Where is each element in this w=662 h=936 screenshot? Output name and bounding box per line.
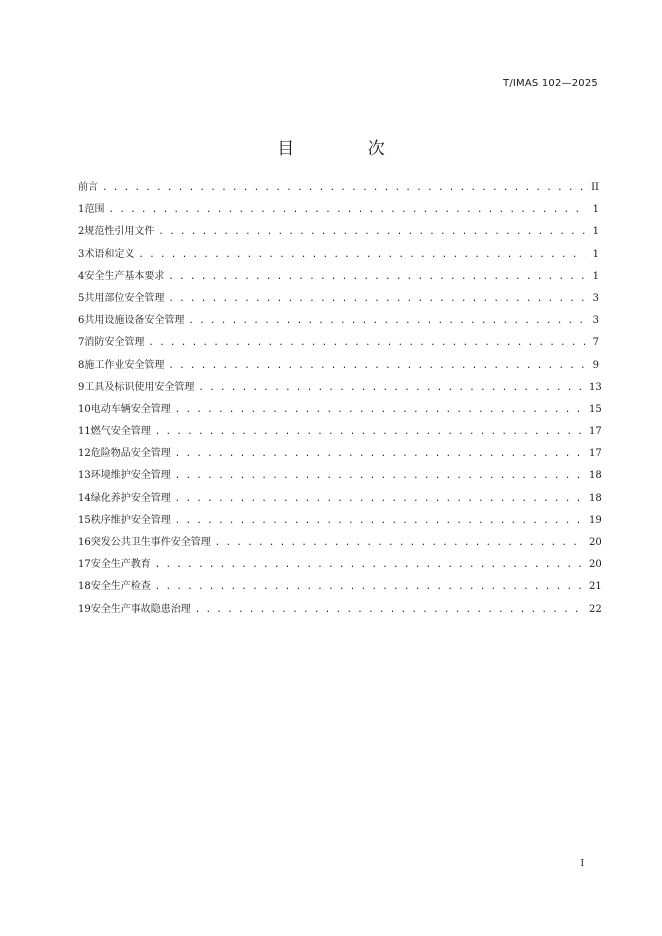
toc-dot-leader (175, 491, 585, 507)
toc-entry-page: 20 (589, 537, 602, 548)
toc-entry-page: 19 (589, 514, 602, 526)
toc-dot-leader (148, 335, 585, 351)
toc-entry[interactable] (78, 468, 602, 490)
toc-dot-leader (158, 224, 585, 240)
toc-entry-number: 12 (78, 448, 91, 460)
toc-entry-number: 19 (78, 603, 91, 615)
toc-dot-leader (155, 557, 585, 573)
toc-entry-number: 17 (78, 559, 91, 571)
toc-entry[interactable] (78, 402, 602, 424)
toc-entry[interactable] (78, 579, 602, 601)
toc-entry-number: 3 (78, 248, 85, 260)
toc-entry-number: 5 (78, 292, 85, 304)
toc-entry-label: 术语和定义 (84, 248, 135, 260)
toc-entry-page: 1 (592, 270, 599, 282)
toc-entry[interactable] (78, 291, 599, 313)
toc-entry[interactable] (78, 380, 602, 402)
toc-entry-page: II (591, 182, 599, 193)
toc-entry[interactable] (78, 557, 602, 579)
toc-entry-label: 共用设施设备安全管理 (84, 315, 185, 327)
toc-entry-page: 18 (589, 470, 602, 482)
toc-dot-leader (168, 291, 585, 307)
toc-entry-number: 14 (78, 492, 91, 504)
toc-entry-page: 22 (589, 603, 602, 615)
toc-entry-label: 电动车辆安全管理 (90, 403, 171, 415)
toc-entry-page: 13 (589, 381, 602, 393)
toc-dot-leader (168, 358, 585, 374)
toc-entry-page: 9 (592, 359, 599, 371)
toc-entry-label: 安全生产教育 (90, 559, 151, 571)
toc-dot-leader (155, 424, 585, 440)
toc-entry-number: 2 (78, 226, 85, 238)
toc-entry-number: 1 (78, 204, 85, 216)
toc-entry-number: 16 (78, 537, 91, 548)
toc-entry[interactable] (78, 202, 599, 224)
toc-entry-label: 秩序维护安全管理 (90, 514, 171, 526)
toc-entry-page: 15 (589, 403, 602, 415)
toc-entry[interactable] (78, 424, 602, 446)
document-code: T/IMAS 102—2025 (503, 78, 598, 89)
toc-entry-number: 15 (78, 514, 91, 526)
toc-dot-leader (198, 380, 585, 396)
toc-entry[interactable] (78, 446, 602, 468)
toc-dot-leader (102, 180, 585, 196)
page-number: I (580, 859, 584, 869)
toc-dot-leader (195, 602, 585, 618)
toc-entry-label: 施工作业安全管理 (84, 359, 165, 371)
toc-entry-number: 6 (78, 315, 85, 327)
toc-entry-label: 危险物品安全管理 (90, 448, 171, 460)
toc-entry-label: 前言 (78, 182, 98, 193)
toc-entry-page: 17 (589, 448, 602, 460)
toc-entry-label: 规范性引用文件 (84, 226, 155, 238)
toc-entry[interactable] (78, 180, 599, 202)
toc-dot-leader (168, 269, 585, 285)
toc-dot-leader (175, 513, 585, 529)
toc-entry-number: 13 (78, 470, 91, 482)
toc-entry-label: 突发公共卫生事件安全管理 (90, 537, 211, 548)
toc-entry[interactable] (78, 602, 602, 624)
toc-entry-page: 1 (592, 226, 599, 238)
toc-entry-page: 3 (592, 315, 599, 327)
toc-entry-page: 1 (592, 248, 599, 260)
toc-entry[interactable] (78, 491, 602, 513)
toc-title: 目 次 (277, 139, 419, 159)
toc-dot-leader (138, 247, 585, 263)
toc-entry-label: 工具及标识使用安全管理 (84, 381, 195, 393)
toc-entry[interactable] (78, 358, 599, 380)
toc-entry-label: 燃气安全管理 (90, 426, 151, 438)
toc-entry-number: 8 (78, 359, 85, 371)
toc-entry-page: 7 (592, 337, 599, 349)
toc-entry-page: 18 (589, 492, 602, 504)
toc-entry[interactable] (78, 224, 599, 246)
toc-dot-leader (109, 202, 585, 218)
toc-entry-label: 安全生产事故隐患治理 (90, 603, 191, 615)
toc-dot-leader (175, 402, 585, 418)
toc-entry-label: 安全生产检查 (90, 581, 151, 593)
toc-entry-label: 绿化养护安全管理 (90, 492, 171, 504)
toc-entry-number: 7 (78, 337, 85, 349)
toc-entry-label: 消防安全管理 (84, 337, 145, 349)
toc-list (78, 180, 602, 624)
toc-entry[interactable] (78, 269, 599, 291)
toc-entry-label: 范围 (84, 204, 105, 216)
toc-entry-number: 4 (78, 270, 85, 282)
toc-dot-leader (188, 313, 585, 329)
toc-entry-number: 11 (78, 426, 91, 438)
toc-entry-number: 18 (78, 581, 91, 593)
toc-entry-page: 17 (589, 426, 602, 438)
toc-entry-label: 环境维护安全管理 (90, 470, 171, 482)
toc-dot-leader (175, 446, 585, 462)
toc-dot-leader (175, 468, 585, 484)
toc-entry-page: 20 (589, 559, 602, 571)
toc-entry-page: 3 (592, 292, 599, 304)
toc-entry[interactable] (78, 535, 602, 557)
toc-entry[interactable] (78, 513, 602, 535)
toc-entry-page: 21 (589, 581, 602, 593)
toc-entry-number: 10 (78, 403, 91, 415)
toc-entry[interactable] (78, 247, 599, 269)
toc-dot-leader (215, 535, 585, 551)
toc-entry-page: 1 (592, 204, 599, 216)
toc-entry-label: 共用部位安全管理 (84, 292, 165, 304)
toc-dot-leader (155, 579, 585, 595)
toc-entry[interactable] (78, 335, 599, 357)
toc-entry[interactable] (78, 313, 599, 335)
toc-entry-label: 安全生产基本要求 (84, 270, 165, 282)
toc-entry-number: 9 (78, 381, 85, 393)
